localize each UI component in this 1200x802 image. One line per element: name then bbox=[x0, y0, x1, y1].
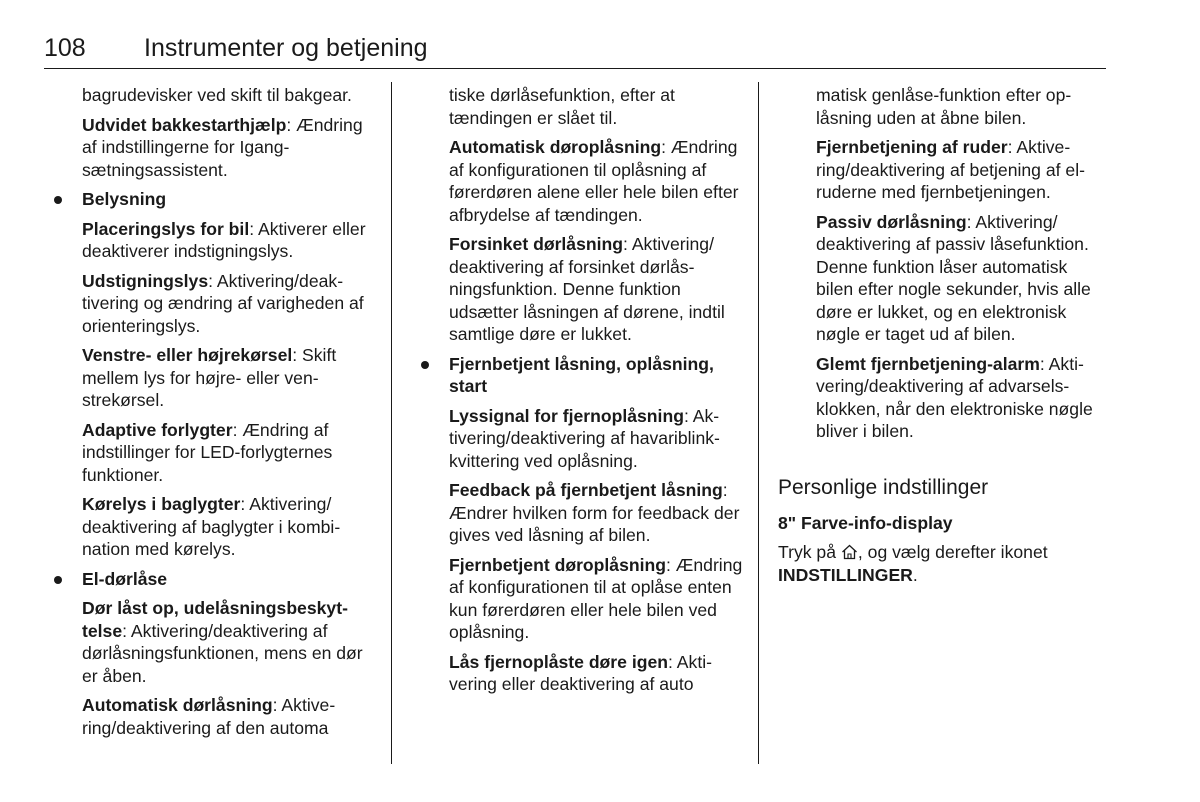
settings-term: INDSTILLINGER bbox=[778, 564, 913, 585]
instruction-text: Tryk på bbox=[778, 542, 841, 562]
term: Glemt fjernbetjening-alarm bbox=[816, 353, 1040, 374]
description: : Aktivering/deaktivering af den automa bbox=[82, 695, 336, 738]
term: Dør låst op, udelåsningsbeskyttelse bbox=[82, 598, 348, 641]
term: Automatisk dørlåsning bbox=[82, 695, 273, 715]
paragraph bbox=[82, 493, 378, 561]
description: : Aktivering/ deaktivering af baglygter i kombination med kørelys. bbox=[82, 494, 341, 559]
home-icon bbox=[841, 544, 858, 560]
term: Adaptive forlygter bbox=[82, 419, 233, 440]
paragraph bbox=[82, 114, 378, 182]
paragraph: tiske dørlåsefunktion, efter at tændingen er slået til. bbox=[449, 85, 675, 128]
term: Passiv dørlåsning bbox=[816, 211, 967, 232]
description: : Ændring af konfigurationen til oplåsning af førerdøren alene eller hele bilen efter afbrydelse af tændingen. bbox=[449, 137, 739, 225]
instruction-paragraph bbox=[778, 541, 1108, 586]
paragraph bbox=[816, 353, 1108, 443]
term: Feedback på fjernbetjent låsning bbox=[449, 480, 723, 500]
bullet-item bbox=[82, 568, 378, 591]
description: : Aktiverer eller deaktiverer indstigningslys. bbox=[82, 218, 366, 261]
column-divider-2 bbox=[758, 82, 759, 764]
page-number: 108 bbox=[44, 34, 86, 62]
bullet-icon bbox=[54, 576, 62, 584]
paragraph bbox=[82, 218, 378, 263]
paragraph bbox=[449, 136, 745, 226]
instruction-end: . bbox=[912, 564, 918, 585]
bullet-icon bbox=[54, 196, 62, 204]
term: Venstre- eller højrekørsel bbox=[82, 345, 293, 365]
column-divider-1 bbox=[391, 82, 392, 764]
bullet-label: Fjernbetjent låsning, oplåsning, start bbox=[449, 353, 714, 396]
sub-heading: 8" Farve-info-display bbox=[778, 513, 953, 533]
column-1 bbox=[82, 84, 378, 746]
description: : Aktivering/deaktivering af advarselsklokken, når den elektroniske nøgle bliver i bilen. bbox=[816, 353, 1093, 441]
description: : Aktivering/deaktivering af havariblink-kvittering ved oplåsning. bbox=[449, 405, 720, 471]
term: Lyssignal for fjernoplåsning bbox=[449, 405, 684, 426]
header-rule bbox=[44, 68, 1106, 69]
paragraph bbox=[82, 694, 378, 739]
description: : Ændring af indstillingerne for Igangsætningsassistent. bbox=[82, 114, 363, 180]
paragraph bbox=[82, 597, 378, 687]
description: : Aktivering eller deaktivering af auto bbox=[449, 651, 712, 694]
bullet-item bbox=[449, 353, 745, 398]
column-2 bbox=[449, 84, 745, 703]
bullet-icon bbox=[421, 361, 429, 369]
term: Forsinket dørlåsning bbox=[449, 234, 624, 254]
description: : Aktivering/deaktivering og ændring af varigheden af orienteringslys. bbox=[82, 270, 364, 336]
paragraph bbox=[82, 344, 378, 412]
description: : Aktivering/deaktivering af dørlåsningsfunktionen, mens en dør er åben. bbox=[82, 620, 363, 686]
paragraph bbox=[449, 233, 745, 346]
description: : Skift mellem lys for højre- eller venstrekørsel. bbox=[82, 345, 337, 410]
description: : Ændrer hvilken form for feedback der gives ved låsning af bilen. bbox=[449, 480, 740, 545]
paragraph bbox=[449, 405, 745, 473]
paragraph bbox=[82, 270, 378, 338]
paragraph bbox=[816, 211, 1108, 346]
term: Fjernbetjening af ruder bbox=[816, 137, 1008, 157]
term: Udvidet bakkestarthjælp bbox=[82, 114, 287, 135]
term: Placeringslys for bil bbox=[82, 218, 250, 239]
section-heading: Personlige indstillinger bbox=[778, 476, 989, 499]
instruction-text: , og vælg derefter ikonet bbox=[857, 542, 1048, 562]
term: Kørelys i baglygter bbox=[82, 494, 241, 514]
description: : Aktivering/deaktivering af betjening af el-ruderne med fjernbetjeningen. bbox=[816, 137, 1085, 202]
term: Lås fjernoplåste døre igen bbox=[449, 651, 668, 672]
paragraph bbox=[449, 651, 745, 696]
description: : Aktivering/ deaktivering af passiv låsefunktion. Denne funktion låser automatisk bilen efter nogle sekunder, hvis alle døre er lukket, og en elektronisk nøgle er taget ud af bilen. bbox=[816, 211, 1091, 344]
term: Automatisk døroplåsning bbox=[449, 137, 662, 157]
bullet-label: Belysning bbox=[82, 189, 167, 209]
bullet-label: El-dørlåse bbox=[82, 568, 168, 589]
term: Udstigningslys bbox=[82, 270, 209, 291]
column-3 bbox=[816, 84, 1108, 450]
description: : Ændring af indstillinger for LED-forlygternes funktioner. bbox=[82, 419, 333, 485]
page-header bbox=[44, 34, 1106, 68]
paragraph: matisk genlåse-funktion efter oplåsning uden at åbne bilen. bbox=[816, 85, 1072, 128]
description: : Aktivering/ deaktivering af forsinket dørlåsningsfunktion. Denne funktion udsætter låsningen af dørene, indtil samtlige døre er lukket. bbox=[449, 234, 725, 344]
term: Fjernbetjent døroplåsning bbox=[449, 554, 666, 575]
paragraph bbox=[449, 479, 745, 547]
paragraph: bagrudevisker ved skift til bakgear. bbox=[82, 85, 352, 105]
paragraph bbox=[82, 419, 378, 487]
bullet-item bbox=[82, 188, 378, 211]
page-title: Instrumenter og betjening bbox=[144, 34, 428, 62]
paragraph bbox=[816, 136, 1108, 204]
paragraph bbox=[449, 554, 745, 644]
description: : Ændring af konfigurationen til at oplåse enten kun førerdøren eller hele bilen ved oplåsning. bbox=[449, 554, 743, 642]
